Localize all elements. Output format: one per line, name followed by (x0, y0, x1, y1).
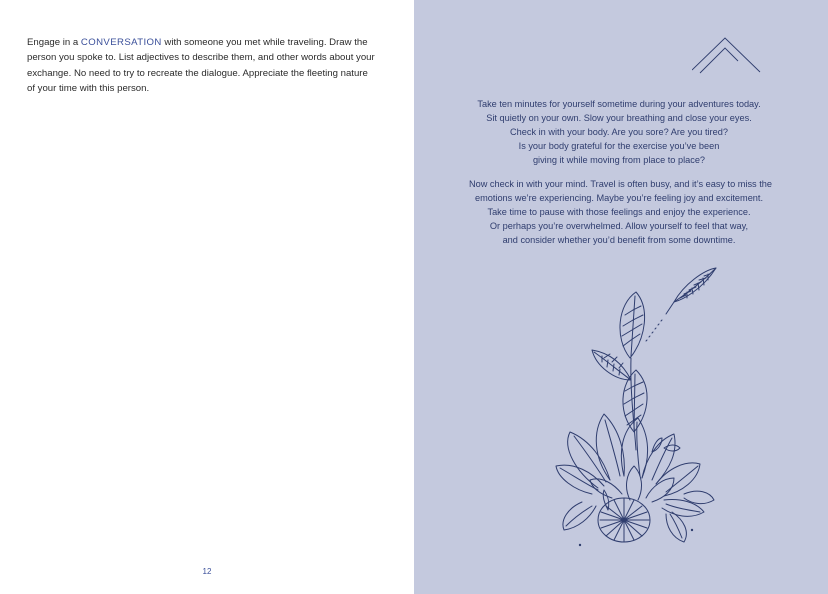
paragraph-line: emotions we’re experiencing. Maybe you’re feeling joy and excitement. (474, 193, 764, 203)
leaf-icon (620, 292, 645, 358)
paragraph-line: Is your body grateful for the exercise you’ve been (518, 141, 720, 151)
lotus-feather-illustration (534, 262, 734, 547)
paragraph-line: Take time to pause with those feelings and enjoy the experience. (487, 207, 751, 217)
paragraph-line: giving it while moving from place to place? (532, 155, 706, 165)
paragraph-line: Or perhaps you’re overwhelmed. Allow yourself to feel that way, (489, 221, 749, 231)
prompt-highlight: CONVERSATION (80, 37, 162, 48)
paragraph-line: and consider whether you’d benefit from some downtime. (502, 235, 736, 245)
reflection-paragraph-2 (469, 177, 772, 247)
paragraph-line: Sit quietly on your own. Slow your breathing and close your eyes. (486, 113, 752, 123)
mountain-icon (692, 36, 762, 74)
prompt-intro: Engage in a (27, 37, 81, 48)
feather-icon (646, 268, 716, 341)
reflection-paragraph-1 (469, 97, 769, 167)
paragraph-line: Take ten minutes for yourself sometime during your adventures today. (477, 99, 761, 109)
paragraph-line: Check in with your body. Are you sore? Are you tired? (510, 127, 728, 137)
paragraph-line: Now check in with your mind. Travel is often busy, and it’s easy to miss the (469, 179, 772, 189)
journal-prompt (27, 35, 377, 96)
leaf-icon (592, 350, 631, 380)
right-page (414, 0, 828, 594)
prompt-body: with someone you met while traveling. Draw the person you spoke to. List adjectives to describe them, and other words about your exchange. No need to try to recreate the dialogue. Appreciate the fleeting nature of your time with this person. (27, 37, 375, 94)
page-number: 12 (202, 567, 212, 576)
